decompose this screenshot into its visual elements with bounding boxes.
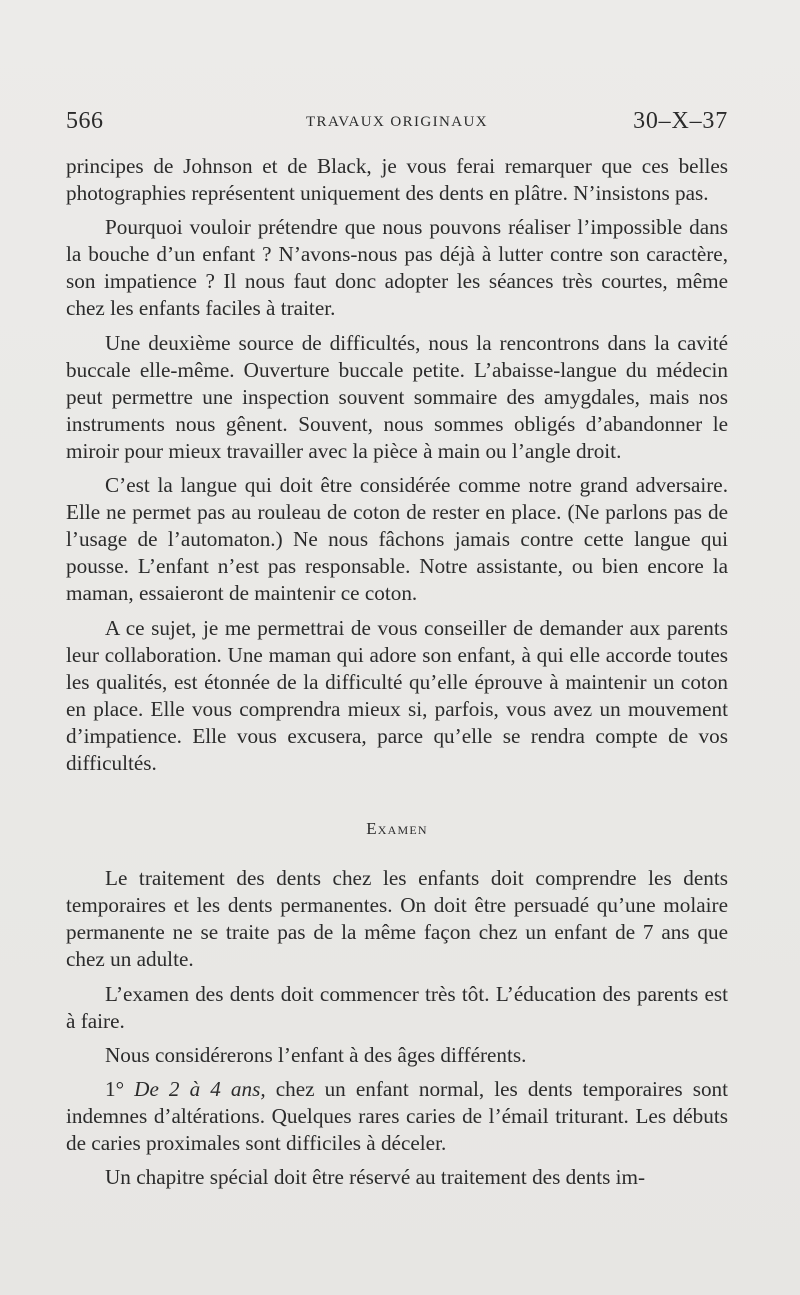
running-title: TRAVAUX ORIGINAUX (305, 114, 488, 130)
paragraph: Une deuxième source de difficultés, nous la rencontrons dans la cavité buccale elle-même. Ouverture buccale petite. L’abaisse-langue du médecin peut permettre une inspection souvent sommaire des amygdales, mais nos instruments nous gênent. Souvent, nous sommes obligés d’abandonner le miroir pour mieux travailler avec la pièce à main ou l’angle droit. (66, 330, 728, 463)
paragraph: Pourquoi vouloir prétendre que nous pouvons réaliser l’impossible dans la bouche d’un enfant ? N’avons-nous pas déjà à lutter contre son caractère, son impatience ? Il nous faut donc adopter les séances très courtes, même chez les enfants faciles à traiter. (66, 215, 728, 321)
numbered-paragraph (66, 1076, 728, 1157)
section-heading: Examen (366, 819, 428, 839)
paragraph: Le traitement des dents chez les enfants doit comprendre les dents temporaires et les dents permanentes. On doit être persuadé qu’une molaire permanente ne se traite pas de la même façon chez un enfant de 7 ans que chez un adulte. (66, 866, 728, 972)
italic-lead: De 2 à 4 ans, (134, 1076, 266, 1101)
running-header (66, 108, 728, 138)
paragraph: A ce sujet, je me permettrai de vous conseiller de demander aux parents leur collaboration. Une maman qui adore son enfant, à qui elle accorde toutes les qualités, est étonnée de la difficulté qu’elle éprouve à maintenir un coton en place. Elle vous comprendra mieux si, parfois, vous avez un mouvement d’impatience. Elle vous excusera, parce qu’elle se rendra compte de vos difficultés. (66, 615, 728, 775)
paragraph: L’examen des dents doit commencer très tôt. L’éducation des parents est à faire. (66, 981, 728, 1033)
list-number: 1° (105, 1076, 125, 1101)
paragraph: Nous considérerons l’enfant à des âges différents. (105, 1042, 527, 1067)
paragraph: C’est la langue qui doit être considérée comme notre grand adversaire. Elle ne permet pas au rouleau de coton de rester en place. (Ne parlons pas de l’usage de l’automaton.) Ne nous fâchons jamais contre cette langue qui pousse. L’enfant n’est pas responsable. Notre assistante, ou bien encore la maman, essaieront de maintenir ce coton. (66, 473, 728, 606)
paragraph: Un chapitre spécial doit être réservé au traitement des dents im- (105, 1165, 646, 1190)
paragraph-continuation: principes de Johnson et de Black, je vous ferai remarquer que ces belles photographies représentent uniquement des dents en plâtre. N’insistons pas. (66, 154, 728, 206)
article-body (66, 153, 728, 1198)
page-number: 566 (66, 108, 104, 134)
issue-date: 30–X–37 (633, 108, 728, 134)
paragraph-text: chez un enfant normal, les dents temporaires sont indemnes d’altérations. Quelques rares caries de l’émail triturant. Les débuts de caries proximales sont difficiles à déceler. (66, 1076, 729, 1155)
